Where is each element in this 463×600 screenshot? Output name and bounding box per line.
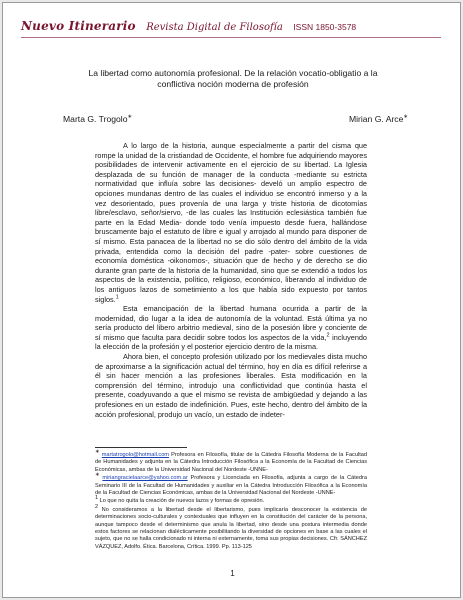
body-paragraph-2-text-b: incluyendo la elección de la profesión y el posterior ejercicio dentro de la misma.	[95, 332, 367, 352]
journal-subtitle: Revista Digital de Filosofía	[146, 22, 283, 33]
footnote-1-text: Lo que no quita la creación de nuevos lazos y formas de opresión.	[98, 498, 265, 505]
author-right-marker: ∗	[403, 114, 408, 121]
footnote-ref-2[interactable]: 2	[326, 332, 330, 339]
body-paragraph-1	[95, 141, 367, 304]
author-1-email-link[interactable]: martatrogolo@hotmail.com	[101, 452, 169, 458]
article-title-line-2: conflictiva noción moderna de profesión	[157, 79, 309, 89]
footnote-2	[95, 503, 367, 551]
article-body	[95, 141, 367, 419]
body-paragraph-1-text: A lo largo de la historia, aunque especialmente a partir del cisma que rompe la unidad de la cristiandad de Occidente, el hombre fue adquiriendo mayores posibilidades de intervenir activamente en el ejercicio de su libertad. La Iglesia desplazada de su función de manager de la conducta -mediante su estricta normatividad que influía sobre las decisiones- develó un amplio espectro de opciones mundanas dentro de las cuales el individuo se encontró inmerso y a la vez desorientado, pues provenía de una larga y triste historia de dicotomías libre/esclavo, señor/siervo, -de las cuales las Institución eclesiástica también fue parte en la Edad Media- donde todo venía impuesto desde fuera, hallándose bruscamente bajo el estatuto de libre e igual y arrojado al mundo para disponer de sí mismo. Esta panacea de la libertad no se dio sólo dentro del ámbito de la vida privada, entendida como la decisión del padre -pater- sobre cuestiones de economía doméstica -oikonomos-, situación que de hecho y de derecho se dio durante gran parte de la historia de la humanidad, sino que se extendió a todos los aspectos de la existencia, político, religioso, económico, liberando al individuo de los antiguos lazos de sometimiento a los que había sido expuesto por tantos siglos.	[95, 141, 367, 304]
footnote-ref-1[interactable]: 1	[115, 294, 119, 301]
footnote-author-1-marker: ∗	[95, 449, 100, 456]
journal-header	[21, 17, 451, 35]
footnotes	[95, 449, 367, 552]
page-number: 1	[230, 569, 235, 578]
author-left-marker: ∗	[127, 114, 133, 121]
footnote-2-text: No consideramos a la libertad desde el libertarismo, pues implicaría desconocer la existencia de determinaciones socio-culturales y contextuales que influyen en la constitución del carácter de la persona, aunque tampoco desde el determinismo que anula la libertad, sino desde una postura intermedia donde estos factores se relacionan dialécticamente posibilitando la diversidad de opciones en base a las cuales el sujeto, que no se halla condicionado ni interna ni externamente, toma sus propias decisiones. Cfr. SÁNCHEZ VÁZQUEZ, Adolfo. Ética. Barcelona, Crítica. 1999. Pp. 113-125	[95, 506, 367, 550]
footnote-1-number: 1	[95, 495, 99, 502]
author-2-email-link[interactable]: miriangracielaarce@yahoo.com.ar	[102, 475, 188, 482]
document-page	[2, 2, 461, 598]
article-title	[63, 68, 403, 90]
footnote-author-2-text: Profesora y Licenciada en Filosofía, adjunta a cargo de la Cátedra Seminario III de la Facultad de Humanidades y auxiliar en la Cátedra Introducción Filosófica a la Economía de la Facultad de Ciencias Económicas, ambas de la Universidad Nacional del Nordeste -UNNE-	[95, 475, 367, 497]
body-paragraph-2	[95, 304, 367, 352]
body-paragraph-3	[95, 352, 367, 419]
header-divider	[21, 37, 441, 38]
article-title-line-1: La libertad como autonomía profesional. De la relación vocatio-obligatio a la	[88, 68, 378, 78]
journal-issn: ISSN 1850-3578	[293, 22, 357, 32]
body-paragraph-3-text: Ahora bien, el concepto profesión utilizado por los medievales dista mucho de aproximarse a la significación actual del término, hoy en día es difícil referirse a él sin hacer mención a las profesiones liberales. Esta modificación en la comprensión del término, introdujo una conflictividad que continúa hasta el presente, coadyuvando a que el mismo se revista de ambigüedad y dejando a las profesiones en un estado de indefinición. Pues, este hecho, dentro del ámbito de la acción profesional, produjo un vacío, un estado de indeter-	[95, 352, 367, 419]
footnote-divider	[95, 447, 187, 448]
footnote-2-number: 2	[95, 503, 99, 510]
journal-name: Nuevo Itinerario	[21, 19, 136, 33]
footnote-author-2-marker: ∗	[95, 472, 100, 479]
author-right	[349, 114, 408, 124]
footnote-author-1-text: Profesora en Filosofía, titular de la Cátedra Filosofía Moderna de la Facultad de Humanidades y adjunta en la Cátedra Introducción Filosófica a la Economía de la Facultad de Ciencias Económicas, ambas de la Universidad Nacional del Nordeste -UNNE-	[95, 452, 367, 473]
footnote-author-1	[95, 449, 367, 474]
authors	[63, 114, 408, 125]
author-left-name: Marta G. Trogolo	[63, 114, 128, 124]
footnote-1	[95, 495, 367, 505]
body-paragraph-2-text-a: Esta emancipación de la libertad humana ocurrida a partir de la modernidad, dio lugar a la idea de autonomía de la voluntad. Está última ya no sería producto del libero arbitrio medieval, sino de la posesión libre y conciente de sí mismo que faculta para decidir sobre todos los aspectos de la vida,	[95, 304, 367, 342]
author-right-name: Mirian G. Arce	[348, 114, 404, 124]
author-left	[63, 114, 132, 124]
footnote-author-2	[95, 472, 367, 497]
